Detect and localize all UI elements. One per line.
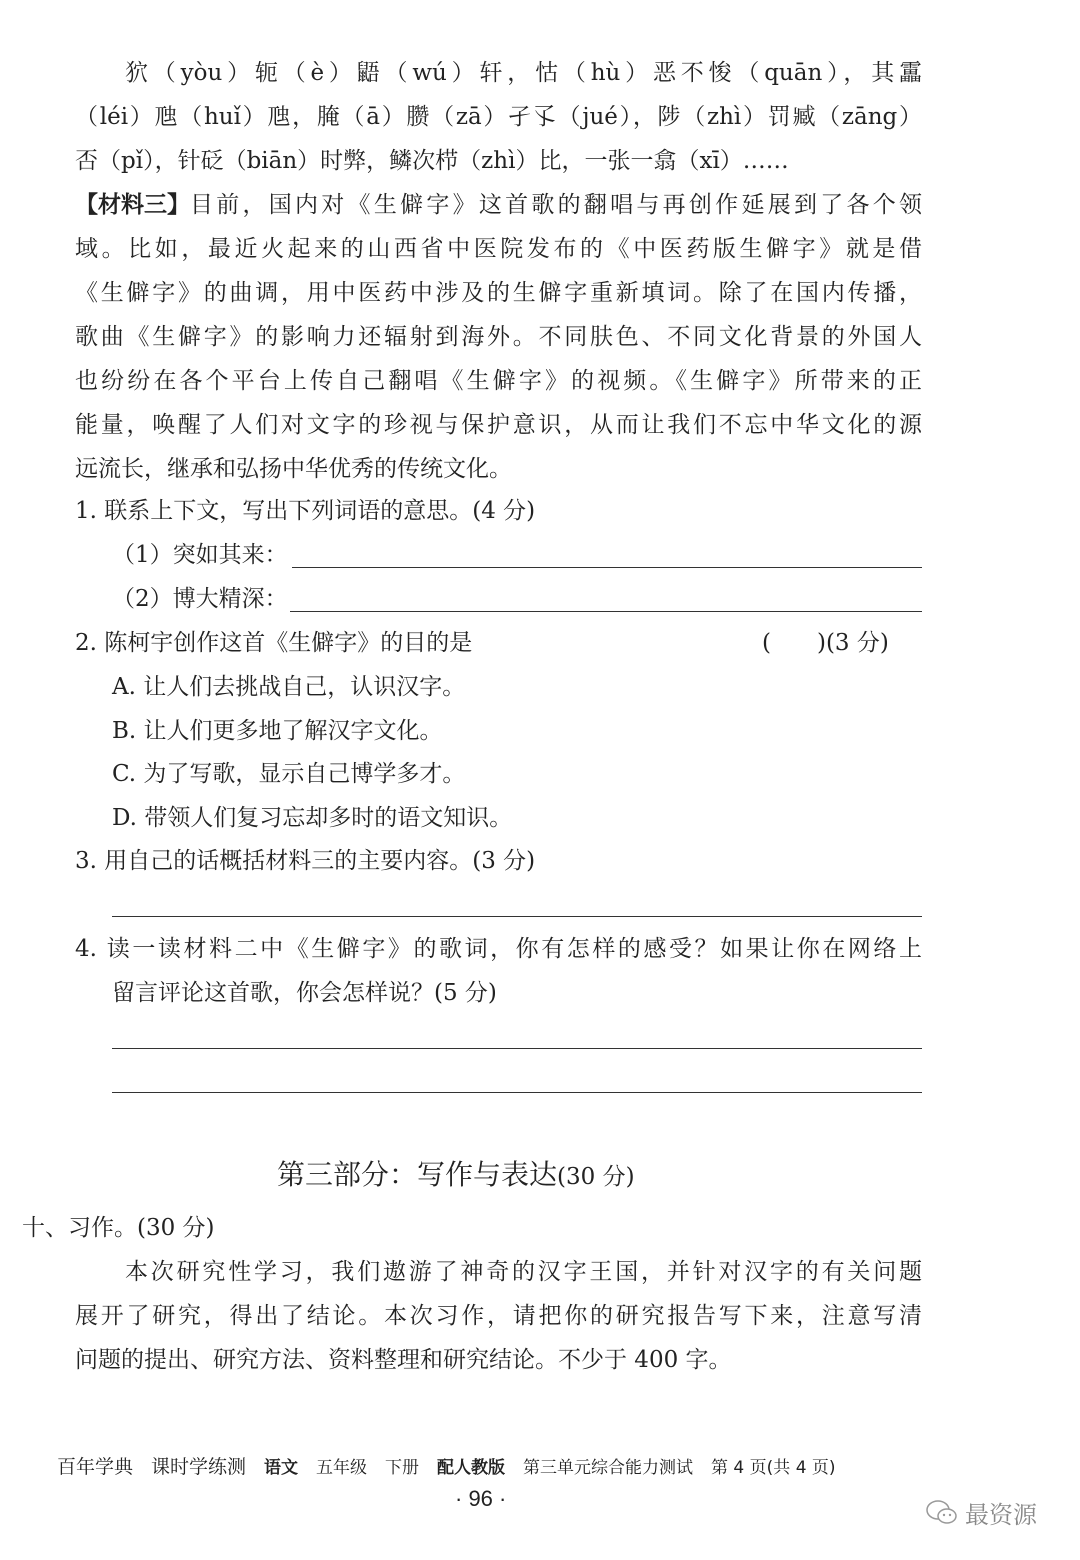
material3-line: 目前，国内对《生僻字》这首歌的翻唱与再创作延展到了各个领 (190, 192, 922, 218)
question-4: 4. 读一读材料二中《生僻字》的歌词，你有怎样的感受？如果让你在网络上 (75, 936, 922, 962)
material3-line: 能量，唤醒了人们对文字的珍视与保护意识，从而让我们不忘中华文化的源 (75, 412, 922, 438)
answer-line[interactable] (112, 1048, 922, 1049)
answer-line[interactable] (290, 611, 922, 612)
footer-brand: 百年学典 (57, 1456, 134, 1478)
question-2: 2. 陈柯宇创作这首《生僻字》的目的是 (75, 630, 473, 656)
answer-line[interactable] (112, 916, 922, 917)
section-score: (30 分) (557, 1164, 635, 1190)
footer-edition: 配人教版 (437, 1458, 506, 1478)
watermark (925, 1495, 1037, 1530)
question-1-1: （1）突如其来： (112, 542, 288, 568)
essay-line: 展开了研究，得出了结论。本次习作，请把你的研究报告写下来，注意写清 (75, 1303, 922, 1329)
material3-first-line (75, 189, 922, 221)
footer-pages: 第 4 页(共 4 页) (711, 1458, 836, 1478)
material3-line: 也纷纷在各个平台上传自己翻唱《生僻字》的视频。《生僻字》所带来的正 (75, 368, 922, 394)
page-number: · 96 · (455, 1486, 507, 1511)
material2-line: 狖（yòu）轭（è）鼯（wú）轩，怙（hù）恶不悛（quān），其靁 (125, 60, 922, 86)
footer-grade: 五年级 (316, 1458, 368, 1478)
material3-line: 远流长，继承和弘扬中华优秀的传统文化。 (75, 456, 512, 482)
question-1: 1. 联系上下文，写出下列词语的意思。(4 分) (75, 498, 536, 524)
material2-line: 否（pǐ），针砭（biān）时弊，鳞次栉（zhì）比，一张一翕（xī）…… (75, 148, 789, 174)
essay-heading: 十、习作。(30 分) (22, 1215, 215, 1241)
answer-bracket[interactable]: ( )(3 分) (762, 630, 889, 656)
section-title (277, 1153, 635, 1193)
material3-line: 歌曲《生僻字》的影响力还辐射到海外。不同肤色、不同文化背景的外国人 (75, 324, 922, 350)
footer-subject: 语文 (264, 1458, 299, 1478)
footer (57, 1452, 854, 1479)
question-1-2: （2）博大精深： (112, 586, 288, 612)
essay-line: 问题的提出、研究方法、资料整理和研究结论。不少于 400 字。 (75, 1347, 732, 1373)
section-title-text: 第三部分：写作与表达 (277, 1158, 558, 1191)
option-d: D. 带领人们复习忘却多时的语文知识。 (112, 805, 513, 831)
footer-volume: 下册 (385, 1458, 420, 1478)
answer-line[interactable] (292, 567, 922, 568)
material3-label: 【材料三】 (75, 192, 190, 218)
footer-test: 第三单元综合能力测试 (523, 1458, 694, 1478)
material2-line: （léi）虺（huǐ）虺，腌（ā）臜（zā）孑孓（jué），陟（zhì）罚臧（zāng） (75, 104, 922, 130)
option-b: B. 让人们更多地了解汉字文化。 (112, 718, 443, 744)
wechat-icon (925, 1498, 959, 1528)
essay-line: 本次研究性学习，我们遨游了神奇的汉字王国，并针对汉字的有关问题 (125, 1259, 922, 1285)
watermark-text: 最资源 (965, 1501, 1037, 1529)
answer-line[interactable] (112, 1092, 922, 1093)
question-3: 3. 用自己的话概括材料三的主要内容。(3 分) (75, 848, 536, 874)
material3-line: 域。比如，最近火起来的山西省中医院发布的《中医药版生僻字》就是借 (75, 236, 922, 262)
option-a: A. 让人们去挑战自己，认识汉字。 (112, 674, 466, 700)
question-4-cont: 留言评论这首歌，你会怎样说？(5 分) (112, 980, 497, 1006)
footer-series: 课时学练测 (151, 1456, 247, 1478)
option-c: C. 为了写歌，显示自己博学多才。 (112, 761, 466, 787)
material3-line: 《生僻字》的曲调，用中医药中涉及的生僻字重新填词。除了在国内传播， (75, 280, 922, 306)
